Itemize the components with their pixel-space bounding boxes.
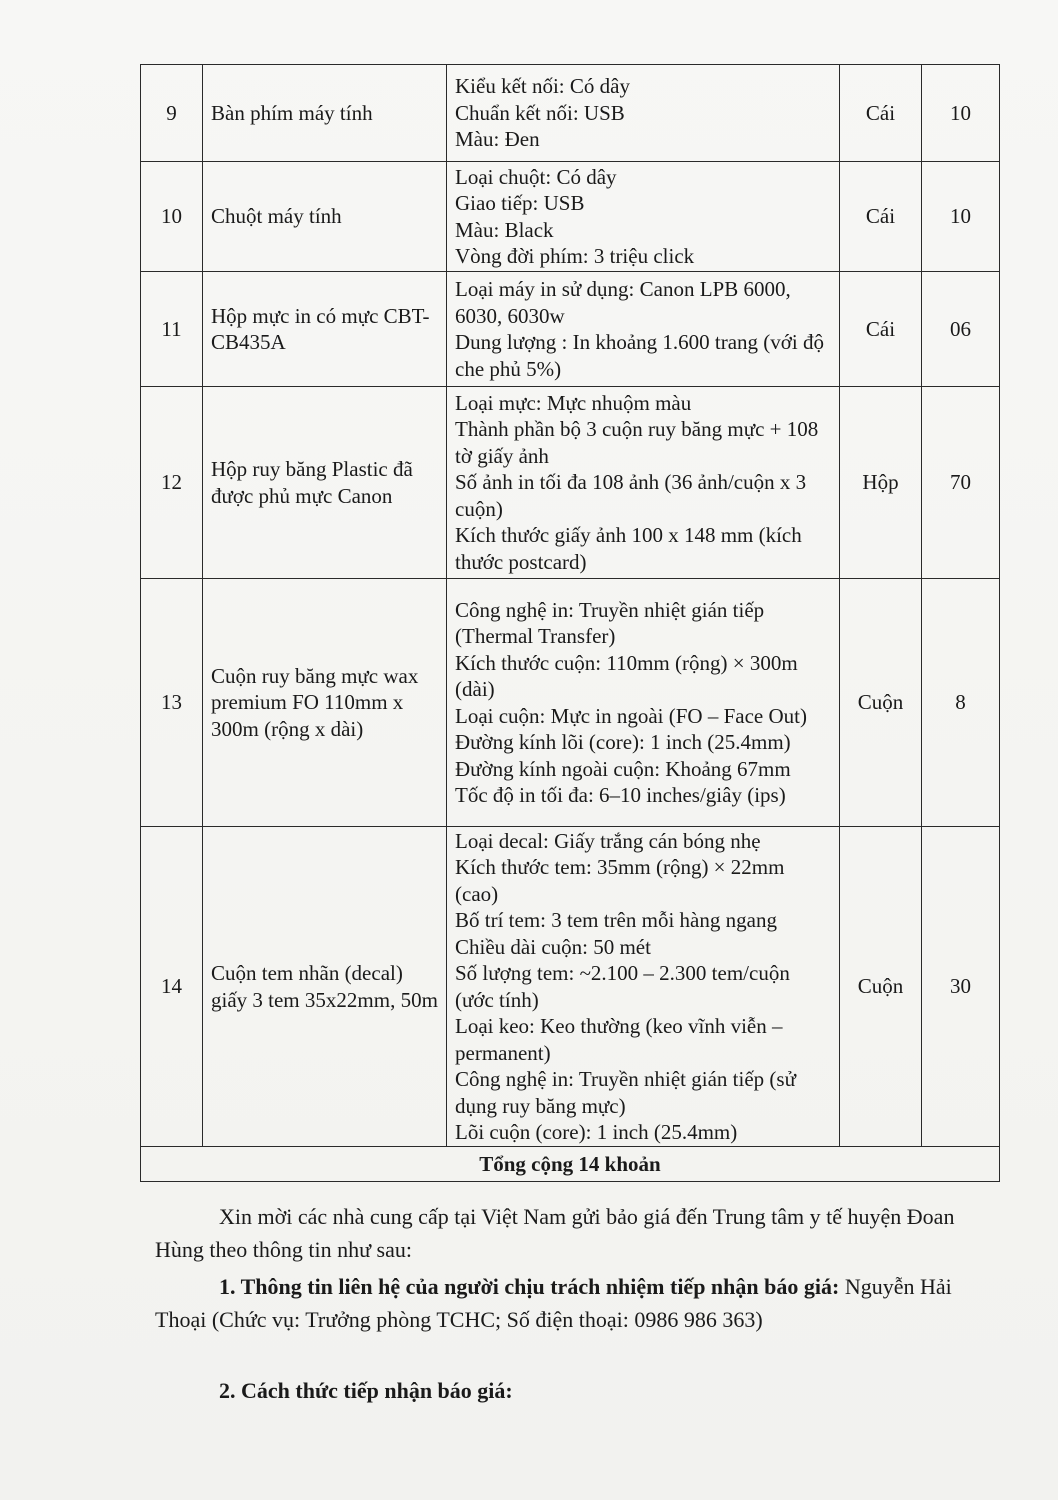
spec-line: Màu: Black — [455, 217, 554, 242]
item-quantity: 70 — [922, 387, 1000, 579]
item-name: Cuộn tem nhãn (decal) giấy 3 tem 35x22mm, 50m — [203, 827, 447, 1147]
item-name: Cuộn ruy băng mực wax premium FO 110mm x 300m (rộng x dài) — [203, 579, 447, 827]
spec-line: Loại decal: Giấy trắng cán bóng nhẹ — [455, 828, 761, 853]
item-quantity: 06 — [922, 272, 1000, 387]
spec-line: Công nghệ in: Truyền nhiệt gián tiếp (Thermal Transfer) — [455, 597, 765, 648]
item-spec — [447, 579, 840, 827]
spec-line: Kiểu kết nối: Có dây — [455, 74, 630, 99]
spec-line: Vòng đời phím: 3 triệu click — [455, 244, 695, 268]
spec-line: Kích thước giấy ảnh 100 x 148 mm (kích thước postcard) — [455, 523, 802, 574]
item-unit: Cuộn — [840, 579, 922, 827]
table-row — [141, 579, 1000, 827]
row-number: 11 — [141, 272, 203, 387]
spec-line: Kích thước tem: 35mm (rộng) × 22mm (cao) — [455, 855, 785, 906]
spec-line: Số ảnh in tối đa 108 ảnh (36 ảnh/cuộn x 3 cuộn) — [455, 470, 807, 521]
spec-line: Loại keo: Keo thường (keo vĩnh viễn – permanent) — [455, 1014, 783, 1065]
section-1-text: Nguyễn Hải Thoại (Chức vụ: Trưởng phòng TCHC; Số điện thoại: 0986 986 363) — [155, 1274, 952, 1332]
row-number: 10 — [141, 162, 203, 272]
spec-line: Số lượng tem: ~2.100 – 2.300 tem/cuộn (ước tính) — [455, 961, 790, 1012]
spec-line: Chuẩn kết nối: USB — [455, 100, 625, 125]
section-1-heading: 1. Thông tin liên hệ của người chịu trách nhiệm tiếp nhận báo giá: — [219, 1274, 840, 1299]
spec-line: Dung lượng : In khoảng 1.600 trang (với độ che phủ 5%) — [455, 330, 824, 381]
item-unit: Hộp — [840, 387, 922, 579]
spec-line: Giao tiếp: USB — [455, 191, 585, 215]
spec-line: Loại cuộn: Mực in ngoài (FO – Face Out) — [455, 703, 807, 728]
section-2-heading: 2. Cách thức tiếp nhận báo giá: — [219, 1378, 513, 1403]
item-spec — [447, 162, 840, 272]
table-row — [141, 65, 1000, 162]
item-quantity: 10 — [922, 162, 1000, 272]
item-quantity: 10 — [922, 65, 1000, 162]
item-unit: Cái — [840, 272, 922, 387]
item-name: Chuột máy tính — [203, 162, 447, 272]
table-total-row — [141, 1147, 1000, 1182]
table-row — [141, 827, 1000, 1147]
item-name: Bàn phím máy tính — [203, 65, 447, 162]
spec-line: Loại chuột: Có dây — [455, 164, 617, 189]
row-number: 14 — [141, 827, 203, 1147]
spec-line: Loại máy in sử dụng: Canon LPB 6000, 6030, 6030w — [455, 277, 791, 328]
spec-line: Chiều dài cuộn: 50 mét — [455, 934, 651, 959]
goods-table-body — [141, 65, 1000, 1182]
spec-line: Màu: Đen — [455, 127, 540, 152]
spec-line: Loại mực: Mực nhuộm màu — [455, 390, 692, 415]
total-label: Tổng cộng 14 khoản — [141, 1147, 1000, 1182]
intro-paragraph: Xin mời các nhà cung cấp tại Việt Nam gửi bảo giá đến Trung tâm y tế huyện Đoan Hùng theo thông tin như sau: — [155, 1204, 955, 1262]
spec-line: Lõi cuộn (core): 1 inch (25.4mm) — [455, 1120, 738, 1144]
item-spec — [447, 272, 840, 387]
item-spec — [447, 387, 840, 579]
spec-line: Bố trí tem: 3 tem trên mỗi hàng ngang — [455, 908, 777, 932]
spec-line: Thành phần bộ 3 cuộn ruy băng mực + 108 tờ giấy ảnh — [455, 417, 819, 468]
spec-line: Tốc độ in tối đa: 6–10 inches/giây (ips) — [455, 783, 786, 807]
contact-section — [155, 1270, 955, 1336]
table-row — [141, 272, 1000, 387]
spec-line: Đường kính lõi (core): 1 inch (25.4mm) — [455, 730, 791, 754]
spec-line: Công nghệ in: Truyền nhiệt gián tiếp (sử dụng ruy băng mực) — [455, 1067, 796, 1118]
row-number: 9 — [141, 65, 203, 162]
item-spec — [447, 65, 840, 162]
item-name: Hộp mực in có mực CBT-CB435A — [203, 272, 447, 387]
row-number: 12 — [141, 387, 203, 579]
item-quantity: 8 — [922, 579, 1000, 827]
goods-table — [140, 64, 1000, 1182]
spec-line: Kích thước cuộn: 110mm (rộng) × 300m (dài) — [455, 650, 798, 701]
row-number: 13 — [141, 579, 203, 827]
item-unit: Cái — [840, 162, 922, 272]
spec-line: Đường kính ngoài cuộn: Khoảng 67mm — [455, 756, 791, 781]
item-quantity: 30 — [922, 827, 1000, 1147]
table-row — [141, 162, 1000, 272]
item-spec — [447, 827, 840, 1147]
item-unit: Cái — [840, 65, 922, 162]
item-unit: Cuộn — [840, 827, 922, 1147]
table-row — [141, 387, 1000, 579]
item-name: Hộp ruy băng Plastic đã được phủ mực Canon — [203, 387, 447, 579]
